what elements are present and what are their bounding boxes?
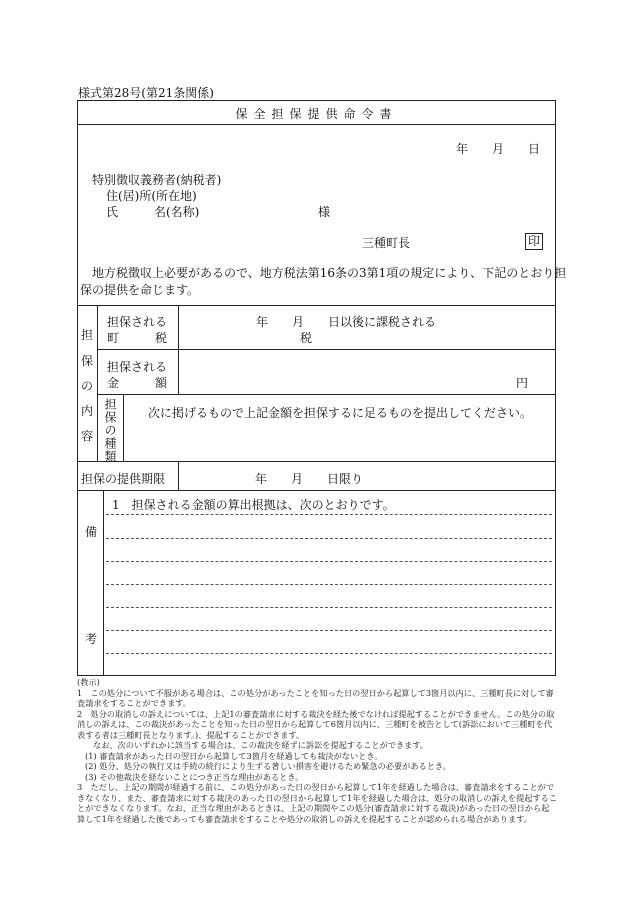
type-label: 担保の種類 — [103, 398, 117, 463]
address-label: 住(居)所(所在地) — [106, 189, 197, 203]
content-heading-char-1: 担 — [81, 328, 94, 342]
tax-value-line-1: 年 月 日以後に課税される — [256, 315, 437, 329]
remarks-heading-bottom: 考 — [85, 632, 98, 646]
amount-unit: 円 — [516, 376, 529, 390]
type-value: 次に掲げるもので上記金額を担保するに足るものを提出してください。 — [148, 406, 533, 420]
tax-value-line-2: 税 — [300, 331, 313, 345]
document-title: 保全担保提供命令書 — [235, 107, 398, 121]
deadline-divider — [178, 461, 179, 490]
appeal-notice — [77, 677, 557, 824]
label-value-divider — [178, 305, 179, 394]
notice-item-3: 3 ただし、上記の期間が経過する前に、この処分があった日の翌日から起算して1年を経過した場合は、審査請求をすることができなくなり、また、審査請求に対する裁決のあった日の翌日から起算して1年を経過した場合は、処分の取消しの訴えを提起することができなくなります。なお、正当な理由があるときは、上記の期間やこの処分(審査請求に対する裁決)があった日の翌日から起算して1年を経過した後であっても審査請求をすることや処分の取消しの訴えを提起することが認められる場合があります。 — [77, 782, 558, 824]
deadline-label: 担保の提供期限 — [81, 472, 166, 486]
type-label-divider — [123, 394, 124, 461]
amount-type-divider — [97, 394, 556, 395]
remarks-rule-4 — [106, 584, 552, 585]
remarks-rule-6 — [106, 630, 552, 631]
name-label: 氏 名(名称) — [106, 205, 200, 219]
content-heading-char-5: 容 — [81, 429, 94, 443]
content-heading-char-4: 内 — [81, 404, 94, 418]
notice-item-2: 2 処分の取消しの訴えについては、上記1の審査請求に対する裁決を経た後でなければ提起することができません。この処分の取消しの訴えは、この裁決があったことを知った日の翌日から起算して6箇月以内に、三種町を被告として(訴訟において三種町を代表する者は三種町長となります。)、提起することができます。 — [77, 708, 555, 740]
remarks-rule-2 — [106, 538, 552, 539]
notice-item-2-3: (3) その他裁決を経ないことにつき正当な理由があるとき。 — [85, 771, 304, 782]
deadline-value: 年 月 日限り — [255, 472, 364, 486]
remarks-rule-1 — [106, 514, 552, 515]
notice-heading: (教示) — [77, 677, 100, 687]
honorific: 様 — [318, 205, 331, 219]
form-number-label: 様式第28号(第21条関係) — [78, 86, 214, 100]
content-heading-char-3: の — [81, 379, 94, 393]
body-text-line-2: 保の提供を命じます。 — [80, 283, 200, 297]
remarks-rule-5 — [106, 607, 552, 608]
tax-label-line-2: 町 税 — [107, 331, 168, 345]
remarks-heading-top: 備 — [85, 525, 98, 539]
remarks-heading-divider — [103, 490, 104, 676]
remarks-rule-7 — [106, 653, 552, 654]
issue-date: 年 月 日 — [456, 142, 541, 156]
issuer-name: 三種町長 — [362, 236, 411, 250]
amount-label-line-2: 金 額 — [107, 376, 168, 390]
deadline-top-divider — [77, 461, 556, 462]
content-top-divider — [77, 305, 556, 306]
recipient-role: 特別徴収義務者(納税者) — [92, 173, 222, 187]
content-heading-char-2: 保 — [81, 354, 94, 368]
notice-item-2-2: (2) 処分、処分の執行又は手続の続行により生ずる著しい損害を避けるため緊急の必要があるとき。 — [85, 761, 451, 771]
tax-label-line-1: 担保される — [107, 315, 168, 329]
notice-item-1: 1 この処分について不服がある場合は、この処分があったことを知った日の翌日から起算して3箇月以内に、三種町長に対して審査請求をすることができます。 — [77, 687, 554, 708]
seal-mark: 印 — [525, 233, 543, 250]
amount-label-line-1: 担保される — [107, 360, 168, 374]
notice-item-2-note: なお、次のいずれかに該当する場合は、この裁決を経ずに訴訟を提起することができます。 — [93, 740, 429, 750]
body-text-line-1: 地方税徴収上必要があるので、地方税法第16条の3第1項の規定により、下記のとおり担 — [92, 266, 567, 280]
tax-amount-divider — [97, 349, 556, 350]
notice-item-2-1: (1) 審査請求があった日の翌日から起算して3箇月を経過しても裁決がないとき。 — [85, 750, 383, 761]
title-divider — [77, 124, 556, 125]
remarks-top-divider — [77, 490, 556, 491]
remarks-rule-3 — [106, 561, 552, 562]
remarks-line-1: 1 担保される金額の算出根拠は、次のとおりです。 — [112, 498, 395, 512]
content-heading-divider — [97, 305, 98, 461]
